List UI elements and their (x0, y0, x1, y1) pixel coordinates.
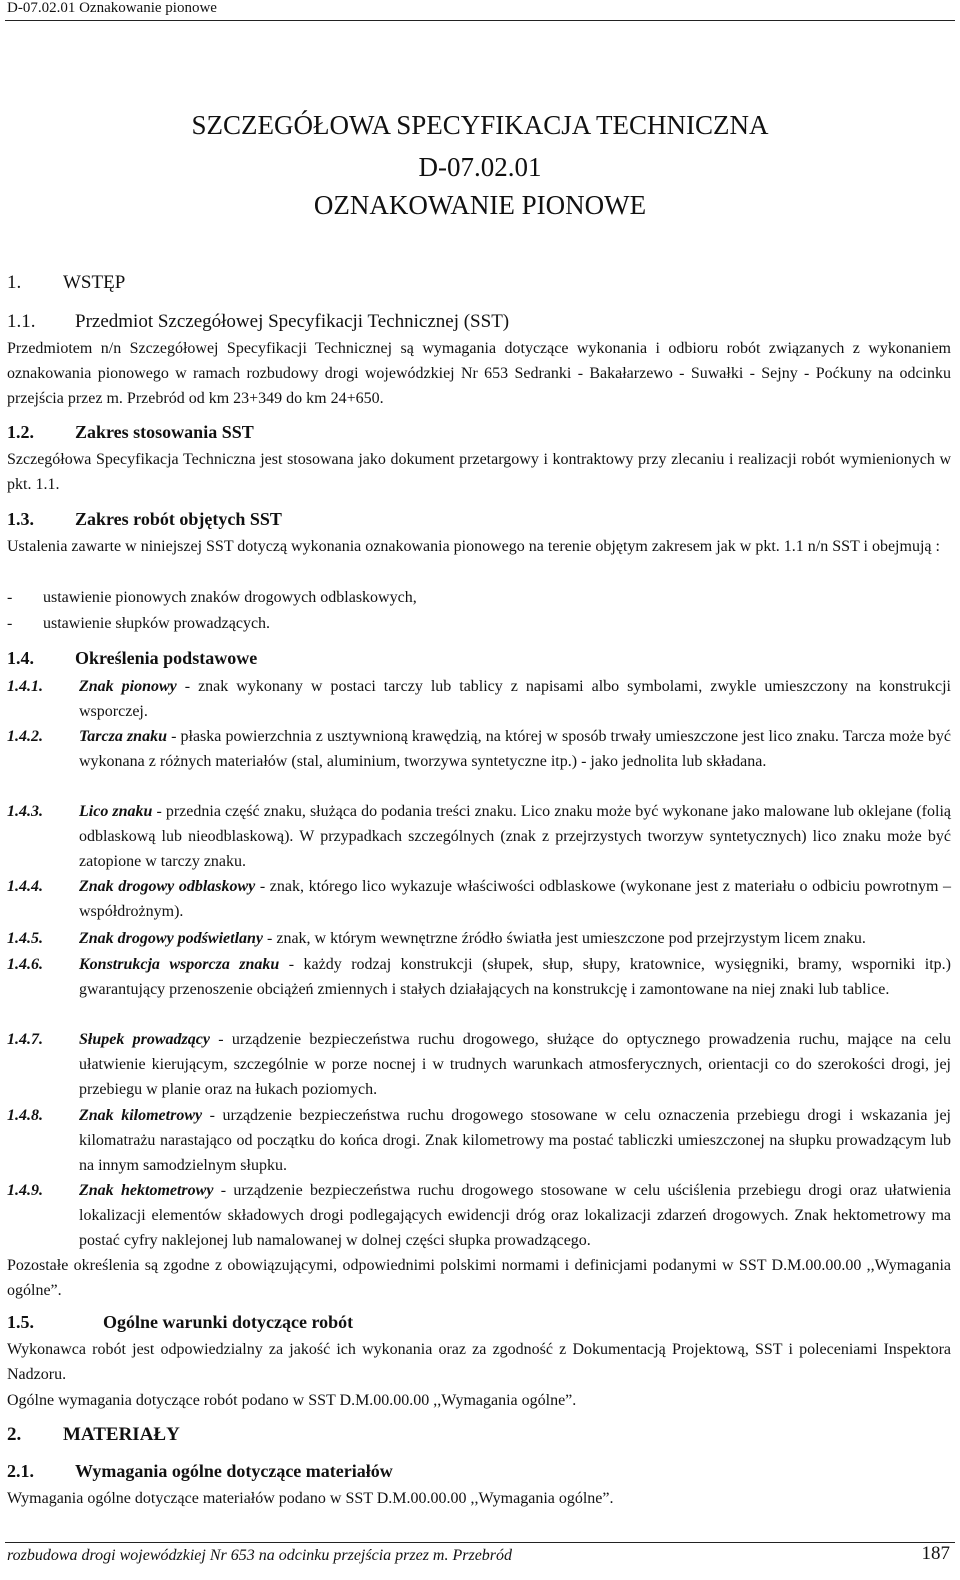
definition-item: 1.4.5. Znak drogowy podświetlany - znak, w którym wewnętrzne źródło światła jest umieszczone pod przejrzystym licem znaku. (7, 930, 866, 947)
section-heading: 1. WSTĘP (7, 272, 126, 293)
subsection-heading: 1.1. Przedmiot Szczegółowej Specyfikacji Technicznej (SST) (7, 311, 510, 332)
definition-item: 1.4.9. Znak hektometrowy - urządzenie bezpieczeństwa ruchu drogowego stosowane w celu uściślenia przebiegu drogi oraz ułatwienia lokalizacji elementów składowych drogi podlegających ewidencji dróg oraz lokalizacji zdarzeń drogowych. Znak hektometrowy ma postać cyfry naklejonej lub namalowanej w dolnej części słupka prowadzącego. (7, 1182, 951, 1249)
definition-item: 1.4.8. Znak kilometrowy - urządzenie bezpieczeństwa ruchu drogowego stosowane w celu oznaczenia przebiegu drogi i wskazania jej kilomatrażu narastająco od początku do końca drogi. Znak kilometrowy ma postać tabliczki umieszczonej na słupku prowadzącym lub na innym samodzielnym słupku. (7, 1107, 951, 1174)
paragraph: Wymagania ogólne dotyczące materiałów podano w SST D.M.00.00.00 ,,Wymagania ogólne”. (7, 1490, 614, 1507)
paragraph: Ustalenia zawarte w niniejszej SST dotyczą wykonania oznakowania pionowego na terenie objętym zakresem jak w pkt. 1.1 n/n SST i obejmują : (7, 538, 940, 555)
definition-item: 1.4.7. Słupek prowadzący - urządzenie bezpieczeństwa ruchu drogowego, służące do optycznego prowadzenia ruchu, mające na celu ułatwienie kierującym, szczególnie w porze nocnej i w trudnych warunkach atmosferycznych, orientacji co do szerokości drogi, jej przebiegu w planie oraz na łukach poziomych. (7, 1031, 951, 1098)
definition-item: 1.4.4. Znak drogowy odblaskowy - znak, którego lico wykazuje właściwości odblaskowe (wykonane jest z materiału o odbiciu powrotnym – współdrożnym). (7, 878, 952, 920)
document-subject: OZNAKOWANIE PIONOWE (313, 190, 647, 220)
document-title: SZCZEGÓŁOWA SPECYFIKACJA TECHNICZNA (191, 110, 769, 140)
definition-item: 1.4.3. Lico znaku - przednia część znaku, służąca do podania treści znaku. Lico znaku może być wykonane jako malowane lub oklejane (folią odblaskową lub nieodblaskową). W przypadkach szczególnych (znak z przejrzystych tworzyw syntetycznych) lico znaku może być zatopione w tarczy znaku. (7, 803, 952, 870)
paragraph: Wykonawca robót jest odpowiedzialny za jakość ich wykonania oraz za zgodność z Dokumentacją Projektową, SST i poleceniami Inspektora Nadzoru. (7, 1341, 951, 1383)
paragraph: Szczegółowa Specyfikacja Techniczna jest stosowana jako dokument przetargowy i kontraktowy przy zlecaniu i realizacji robót wymienionych w pkt. 1.1. (7, 451, 951, 493)
document-code: D-07.02.01 (418, 152, 542, 182)
paragraph: Ogólne wymagania dotyczące robót podano w SST D.M.00.00.00 ,,Wymagania ogólne”. (7, 1392, 577, 1409)
header-rule (5, 20, 955, 21)
list-item: - ustawienie pionowych znaków drogowych odblaskowych, (7, 589, 417, 606)
footer-rule (5, 1542, 955, 1543)
definition-item: 1.4.1. Znak pionowy - znak wykonany w postaci tarczy lub tablicy z napisami albo symbolami, zwykle umieszczony na konstrukcji wsporczej. (7, 678, 951, 720)
subsection-heading: 1.3. Zakres robót objętych SST (7, 509, 282, 529)
paragraph: Przedmiotem n/n Szczegółowej Specyfikacji Technicznej są wymagania dotyczące wykonania i odbioru robót związanych z wykonaniem oznakowania pionowego w ramach rozbudowy drogi wojewódzkiej Nr 653 Sedranki - Bakałarzewo - Suwałki - Sejny - Poćkuny na odcinku przejścia przez m. Przebród od km 23+349 do km 24+650. (7, 340, 951, 407)
definition-item: 1.4.6. Konstrukcja wsporcza znaku - każdy rodzaj konstrukcji (słupek, słup, słupy, kratownice, wysięgniki, bramy, wsporniki itp.) gwarantujący przenoszenie obciążeń zmiennych i stałych działających na konstrukcję i zamontowane na niej znaki lub tablice. (7, 956, 951, 998)
section-heading: 2. MATERIAŁY (7, 1424, 180, 1445)
running-header: D-07.02.01 Oznakowanie pionowe (7, 0, 217, 16)
paragraph: Pozostałe określenia są zgodne z obowiązującymi, odpowiednimi polskimi normami i definicjami podanymi w SST D.M.00.00.00 ,,Wymagania ogólne”. (7, 1257, 951, 1299)
page-number: 187 (921, 1543, 950, 1564)
list-item: - ustawienie słupków prowadzących. (7, 615, 271, 632)
running-footer: rozbudowa drogi wojewódzkiej Nr 653 na odcinku przejścia przez m. Przebród (7, 1547, 513, 1564)
subsection-heading: 1.5. Ogólne warunki dotyczące robót (7, 1312, 354, 1332)
subsection-heading: 1.4. Określenia podstawowe (7, 648, 258, 668)
subsection-heading: 2.1. Wymagania ogólne dotyczące materiałów (7, 1461, 393, 1481)
definition-item: 1.4.2. Tarcza znaku - płaska powierzchnia z usztywnioną krawędzią, na której w sposób trwały umieszczone jest lico znaku. Tarcza może być wykonana z różnych materiałów (stal, aluminium, tworzywa syntetyczne itp.) - jako jednolita lub składana. (7, 728, 951, 770)
subsection-heading: 1.2. Zakres stosowania SST (7, 422, 254, 442)
